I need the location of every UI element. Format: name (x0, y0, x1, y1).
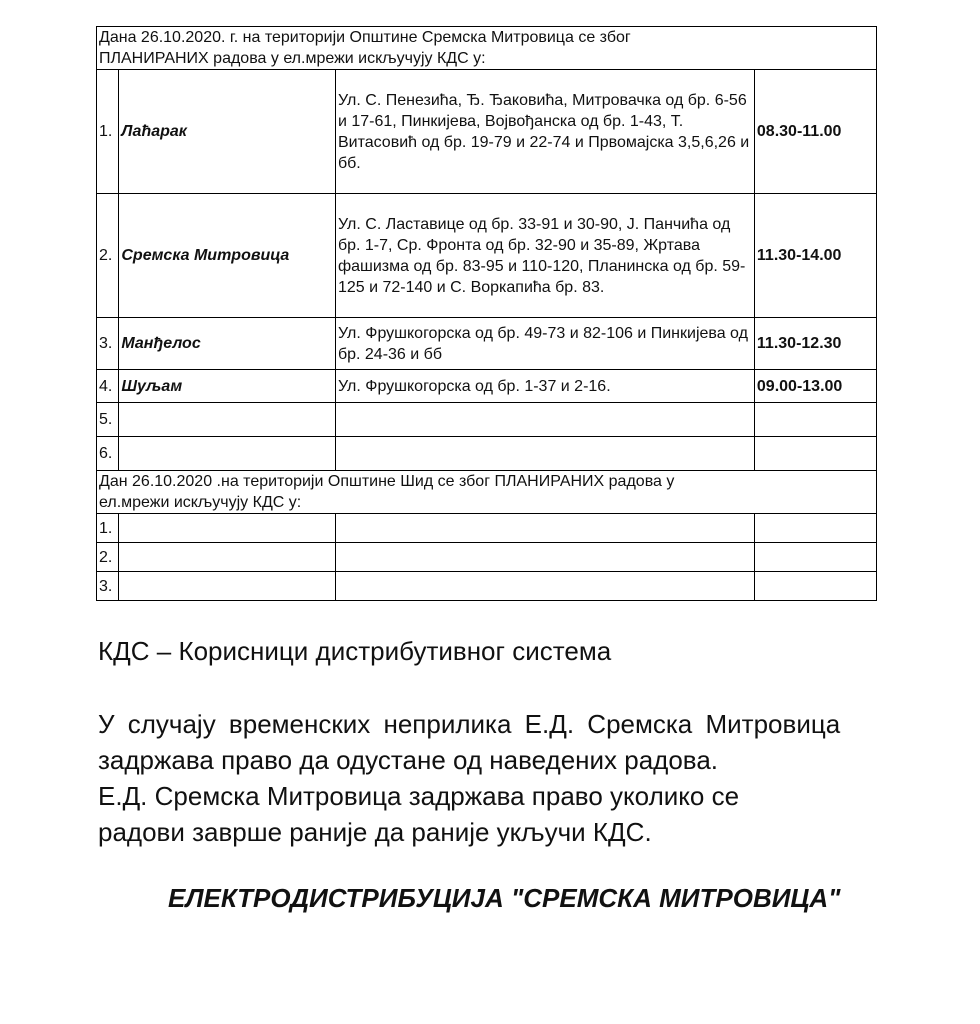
table-row (97, 572, 877, 601)
street-list (335, 403, 754, 437)
row-number: 2. (97, 194, 119, 318)
outage-time: 09.00-13.00 (754, 370, 876, 403)
place-name: Лаћарак (119, 70, 336, 194)
outage-time: 08.30-11.00 (754, 70, 876, 194)
table-row (97, 318, 877, 370)
table-row (97, 514, 877, 543)
outage-time: 11.30-12.30 (754, 318, 876, 370)
row-number: 3. (97, 572, 119, 601)
row-number: 4. (97, 370, 119, 403)
street-list: Ул. С. Пенезића, Ђ. Ђаковића, Митровачка од бр. 6-56 и 17-61, Пинкијева, Војвођанска од бр. 1-43, Т. Витасовић од бр. 19-79 и 22-74 и Првомајска 3,5,6,26 и бб. (335, 70, 754, 194)
notice-line: радови заврше раније да раније укључи КДС. (98, 817, 652, 847)
table-row (97, 370, 877, 403)
street-list: Ул. С. Ластавице од бр. 33-91 и 30-90, Ј. Панчића од бр. 1-7, Ср. Фронта од бр. 32-90 и 35-89, Жртава фашизма од бр. 83-95 и 110-120, Планинска од бр. 59-125 и 72-140 и С. Воркапића бр. 83. (335, 194, 754, 318)
place-name (119, 437, 336, 471)
street-list: Ул. Фрушкогорска од бр. 1-37 и 2-16. (335, 370, 754, 403)
place-name (119, 514, 336, 543)
outage-time (754, 514, 876, 543)
row-number: 3. (97, 318, 119, 370)
street-list: Ул. Фрушкогорска од бр. 49-73 и 82-106 и Пинкијева од бр. 24-36 и бб (335, 318, 754, 370)
notice-line: Е.Д. Сремска Митровица задржава право уколико се (98, 781, 740, 811)
notice-paragraph (98, 706, 840, 850)
place-name: Манђелос (119, 318, 336, 370)
row-number: 2. (97, 543, 119, 572)
table-row (97, 543, 877, 572)
place-name (119, 543, 336, 572)
place-name (119, 572, 336, 601)
company-signature: ЕЛЕКТРОДИСТРИБУЦИЈА "СРЕМСКА МИТРОВИЦА" (168, 883, 841, 913)
outage-table (96, 26, 877, 601)
notice-line: У случају временских неприлика Е.Д. Сремска Митровица (98, 709, 841, 739)
place-name: Сремска Митровица (119, 194, 336, 318)
outage-time (754, 437, 876, 471)
outage-time: 11.30-14.00 (754, 194, 876, 318)
outage-time (754, 403, 876, 437)
street-list (335, 572, 754, 601)
notice-line: задржава право да одустане од наведених радова. (98, 745, 719, 775)
table-row (97, 437, 877, 471)
section-header-cell (97, 471, 877, 514)
row-number: 1. (97, 514, 119, 543)
table-row (97, 70, 877, 194)
outage-time (754, 572, 876, 601)
place-name (119, 403, 336, 437)
section-header-line: ПЛАНИРАНИХ радова у ел.мрежи искључују КДС у: (99, 50, 486, 67)
section-header-sremska-mitrovica (97, 27, 877, 70)
table-row (97, 194, 877, 318)
abbreviation-legend: КДС – Корисници дистрибутивног система (98, 636, 612, 666)
street-list (335, 437, 754, 471)
outage-time (754, 543, 876, 572)
section-header-line: Дана 26.10.2020. г. на територији Општине Сремска Митровица се због (99, 29, 631, 46)
section-header-line: ел.мрежи искључују КДС у: (99, 494, 302, 511)
row-number: 1. (97, 70, 119, 194)
street-list (335, 543, 754, 572)
section-header-cell (97, 27, 877, 70)
street-list (335, 514, 754, 543)
table-row (97, 403, 877, 437)
row-number: 6. (97, 437, 119, 471)
row-number: 5. (97, 403, 119, 437)
section-header-sid (97, 471, 877, 514)
section-header-line: Дан 26.10.2020 .на територији Општине Шид се због ПЛАНИРАНИХ радова у (99, 473, 675, 490)
place-name: Шуљам (119, 370, 336, 403)
